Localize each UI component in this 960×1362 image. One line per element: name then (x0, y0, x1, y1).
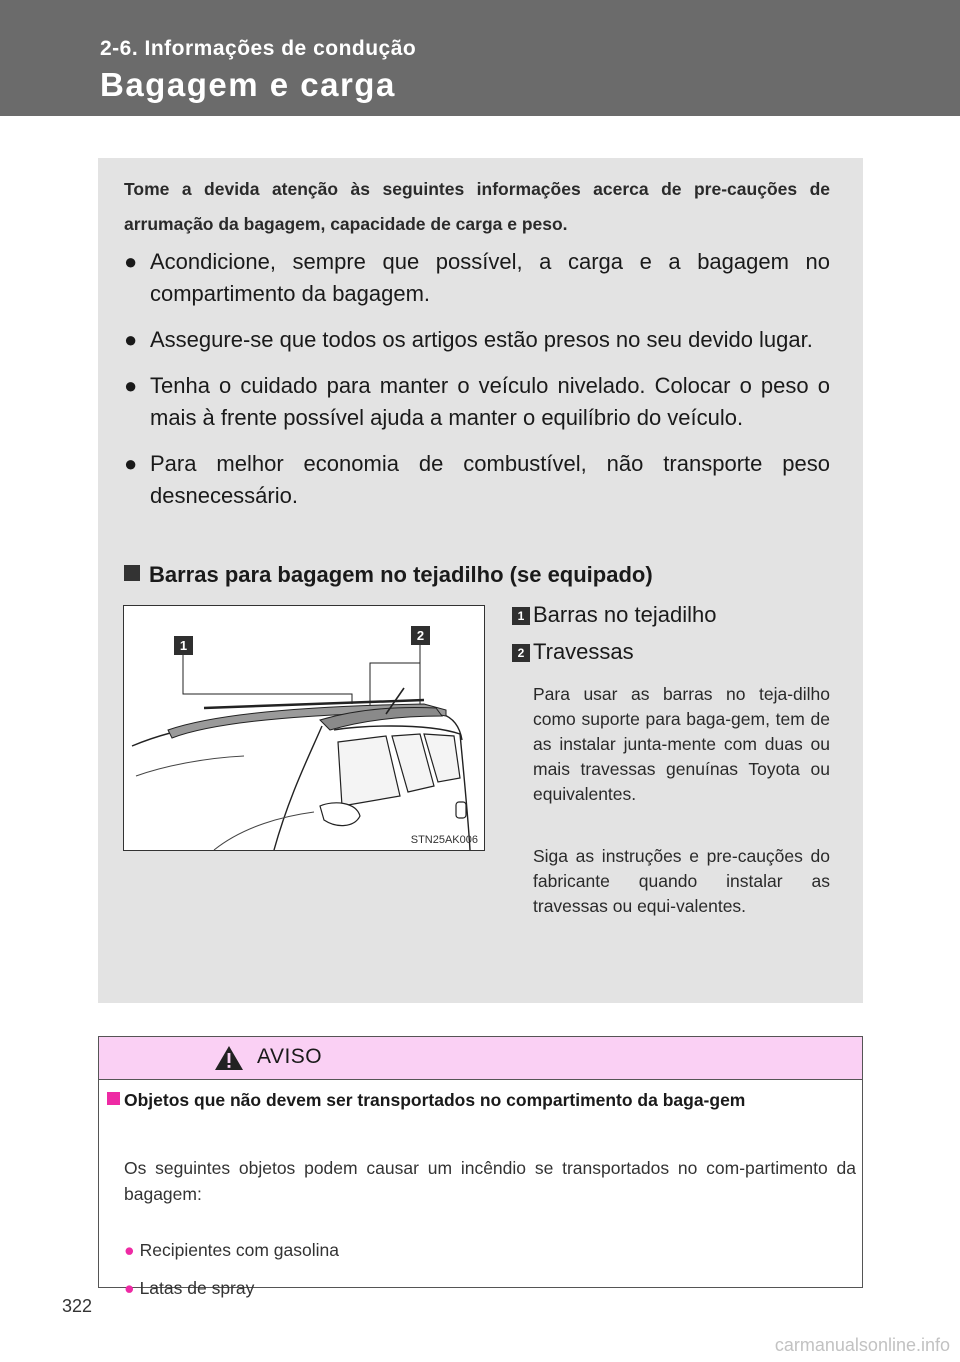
warning-header (99, 1037, 862, 1080)
roof-rack-heading-text: Barras para bagagem no tejadilho (se equipado) (149, 562, 653, 587)
warning-subheading-text: Objetos que não devem ser transportados no compartimento da baga-gem (124, 1090, 746, 1110)
bullet-dot-icon: ● (124, 249, 138, 274)
bullet-dot-icon: ● (124, 1240, 135, 1260)
square-bullet-icon (124, 565, 140, 581)
warning-subheading (107, 1087, 855, 1113)
roof-note-2: Siga as instruções e pre-cauções do fabricante quando instalar as travessas ou equi-valentes. (533, 846, 830, 916)
warning-list-item (124, 1275, 844, 1301)
warning-body: Os seguintes objetos podem causar um incêndio se transportados no com-partimento da bagagem: (124, 1158, 856, 1204)
page-header (0, 0, 960, 116)
figure-legend (512, 600, 842, 674)
roof-rack-illustration (123, 605, 485, 851)
warning-title: AVISO (257, 1045, 323, 1068)
page-title: Bagagem e carga (100, 66, 396, 103)
car-roof-rack-icon (124, 606, 484, 850)
legend-label: Travessas (533, 639, 634, 664)
warning-item-text: Latas de spray (139, 1278, 255, 1298)
figure-code: STN25AK006 (410, 834, 478, 846)
bullet-text: Para melhor economia de combustível, não transporte peso desnecessário. (150, 451, 830, 508)
bullet-item (124, 370, 830, 434)
legend-number-icon: 2 (512, 644, 530, 662)
legend-number-icon: 1 (512, 607, 530, 625)
bullet-item (124, 448, 830, 512)
square-bullet-icon (107, 1092, 120, 1105)
bullet-dot-icon: ● (124, 451, 138, 476)
bullet-dot-icon: ● (124, 373, 138, 398)
roof-rack-heading (124, 560, 653, 590)
watermark: carmanualsonline.info (774, 1335, 950, 1355)
svg-text:1: 1 (179, 638, 188, 653)
intro-text: Tome a devida atenção às seguintes informações acerca de pre-cauções de arrumação da bagagem, capacidade de carga e peso. (124, 179, 830, 234)
bullet-text: Assegure-se que todos os artigos estão presos no seu devido lugar. (150, 327, 813, 352)
page-number: 322 (62, 1296, 93, 1316)
bullet-dot-icon: ● (124, 1278, 135, 1298)
warning-triangle-icon (213, 1044, 245, 1072)
legend-item (512, 600, 842, 630)
warning-item-text: Recipientes com gasolina (139, 1240, 339, 1260)
svg-text:2: 2 (416, 628, 425, 643)
section-label: 2-6. Informações de condução (100, 37, 417, 60)
bullet-text: Tenha o cuidado para manter o veículo nivelado. Colocar o peso o mais à frente possível ajuda a manter o equilíbrio do veículo. (150, 373, 830, 430)
bullet-text: Acondicione, sempre que possível, a carga e a bagagem no compartimento da bagagem. (150, 249, 830, 306)
bullet-item (124, 246, 830, 310)
bullet-dot-icon: ● (124, 327, 138, 352)
warning-list (124, 1237, 844, 1313)
warning-box (98, 1036, 863, 1298)
roof-note-1: Para usar as barras no teja-dilho como suporte para baga-gem, tem de as instalar junta-mente com duas ou mais travessas genuínas Toyota ou equivalentes. (533, 684, 830, 804)
legend-label: Barras no tejadilho (533, 602, 717, 627)
bullet-list (124, 246, 830, 526)
bullet-item (124, 324, 830, 356)
legend-item (512, 637, 842, 667)
warning-list-item (124, 1237, 844, 1263)
